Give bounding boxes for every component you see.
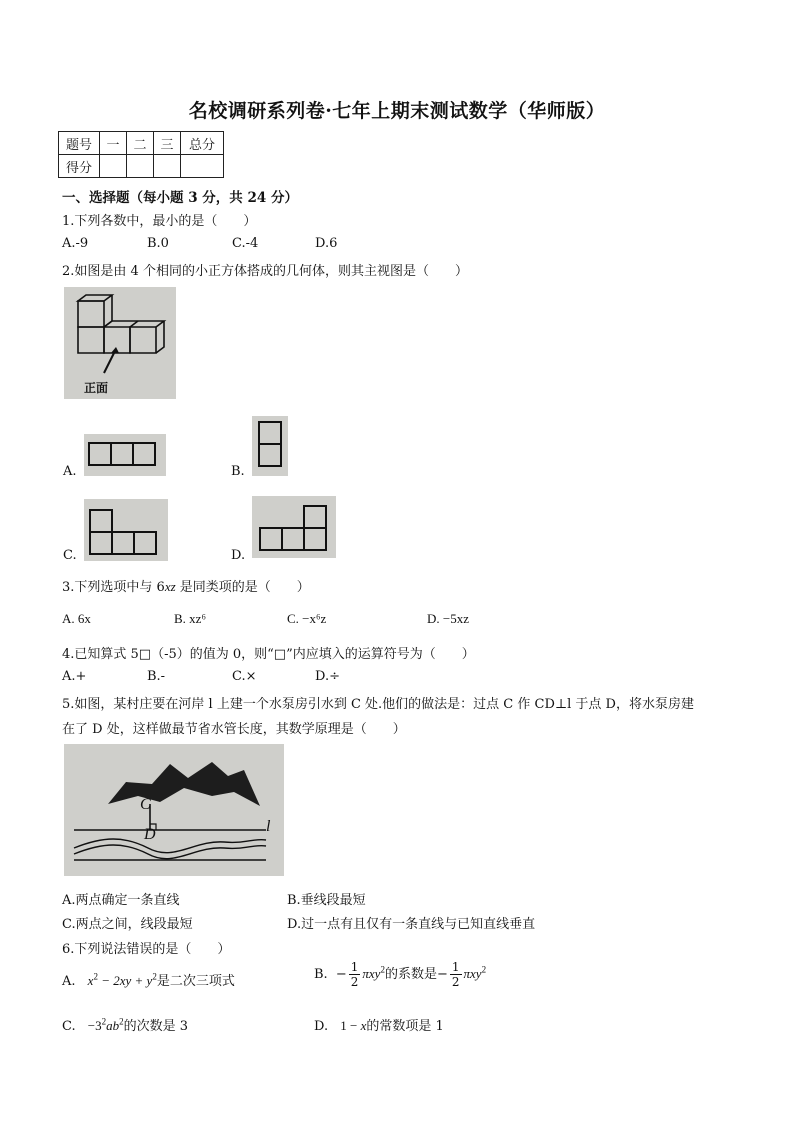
q1-option-b: B.0: [147, 236, 169, 251]
q3-option-a: A. 6x: [62, 611, 91, 626]
score-row-label: 得分: [59, 155, 100, 178]
question-5-stem-line1: 5.如图，某村庄要在河岸 l 上建一个水泵房引水到 C 处.他们的做法是：过点 C 作 CD⊥l 于点 D，将水泵房建: [62, 697, 694, 712]
q6-option-c-text: 的次数是 3: [123, 1019, 189, 1034]
q1-option-a: A.-9: [62, 236, 89, 251]
q3-stem-post: 是同类项的是（ ）: [175, 580, 310, 595]
q6-option-d-text: 的常数项是 1: [366, 1019, 444, 1034]
line-l-label: l: [266, 818, 271, 835]
q6-option-a: [62, 970, 235, 989]
q4-option-c: C.×: [232, 669, 257, 684]
q3-stem-pre: 3.下列选项中与 6: [62, 580, 165, 595]
q1-option-d: D.6: [315, 236, 338, 251]
question-1-stem: 1.下列各数中，最小的是（ ）: [62, 214, 257, 229]
q6-option-b-letter: B.: [314, 967, 328, 982]
q2-option-b-figure: [252, 416, 288, 476]
q2-option-c-figure: [84, 499, 168, 561]
q3-option-d: D. −5xz: [427, 611, 469, 626]
q2-solid-figure: [64, 287, 176, 399]
q4-option-b: B.-: [147, 669, 166, 684]
q4-option-d: D.÷: [315, 669, 340, 684]
q1-option-c: C.-4: [232, 236, 259, 251]
q2-option-b-letter: B.: [231, 464, 245, 479]
score-cell: [154, 155, 181, 178]
score-table-header: 一: [100, 132, 127, 155]
score-table: [58, 131, 224, 178]
question-3-stem: [62, 576, 310, 595]
question-4-stem: 4.已知算式 5□（-5）的值为 0，则“□”内应填入的运算符号为（ ）: [62, 647, 475, 662]
q3-stem-var: xz: [164, 579, 176, 594]
score-table-header: 总分: [181, 132, 224, 155]
score-table-header: 二: [127, 132, 154, 155]
point-d-label: D: [144, 826, 156, 843]
q2-option-c-letter: C.: [63, 548, 77, 563]
section-heading: 一、选择题（每小题 3 分，共 24 分）: [62, 190, 298, 206]
front-view-label: 正面: [84, 381, 109, 395]
q6-option-d-letter: D.: [314, 1019, 329, 1034]
q6-option-c: [62, 1015, 188, 1034]
q2-option-a-letter: A.: [63, 464, 77, 479]
score-table-header: 题号: [59, 132, 100, 155]
question-5-stem-line2: 在了 D 处，这样做最节省水管长度，其数学原理是（ ）: [62, 722, 406, 737]
q2-option-d-letter: D.: [231, 548, 246, 563]
q5-option-a: A.两点确定一条直线: [62, 893, 180, 908]
point-c-label: C: [140, 796, 151, 813]
q5-option-c: C.两点之间，线段最短: [62, 917, 193, 932]
score-table-header: 三: [154, 132, 181, 155]
q2-option-a-figure: [84, 434, 166, 476]
q6-option-b: B. − $\frac{1}{2}$ πxy$^2$的系数是− $\frac{1}{2}$ πxy$^2$: [314, 960, 487, 989]
q3-option-c: C. −x⁶z: [287, 611, 327, 626]
q6-option-a-expression: $x^2 - 2xy + y^2$: [87, 971, 157, 988]
q6-option-a-letter: A.: [62, 974, 76, 989]
question-6-stem: 6.下列说法错误的是（ ）: [62, 942, 231, 957]
q6-option-c-letter: C.: [62, 1019, 76, 1034]
q6-option-b-expression: πxy$^2$: [362, 964, 385, 981]
q3-option-b: B. xz⁶: [174, 611, 206, 626]
q5-option-b: B.垂线段最短: [287, 893, 366, 908]
score-cell: [100, 155, 127, 178]
q6-option-b-coefficient: πxy$^2$: [463, 964, 487, 981]
q4-option-a: A.+: [62, 669, 87, 684]
q6-option-a-text: 是二次三项式: [156, 974, 235, 989]
q2-option-d-figure: [252, 496, 336, 558]
score-cell: [181, 155, 224, 178]
q6-option-b-mid: 的系数是: [384, 967, 437, 982]
q6-option-d: [314, 1015, 444, 1034]
q5-river-figure: [64, 744, 284, 876]
page-title: 名校调研系列卷·七年上期末测试数学（华师版）: [188, 100, 606, 122]
q5-option-d: D.过一点有且仅有一条直线与已知直线垂直: [287, 917, 536, 932]
q6-option-d-expression: 1 − x: [340, 1018, 367, 1033]
q6-option-c-expression: $-3^2ab^2$: [87, 1016, 124, 1033]
score-cell: [127, 155, 154, 178]
question-2-stem: 2.如图是由 4 个相同的小正方体搭成的几何体，则其主视图是（ ）: [62, 264, 468, 279]
